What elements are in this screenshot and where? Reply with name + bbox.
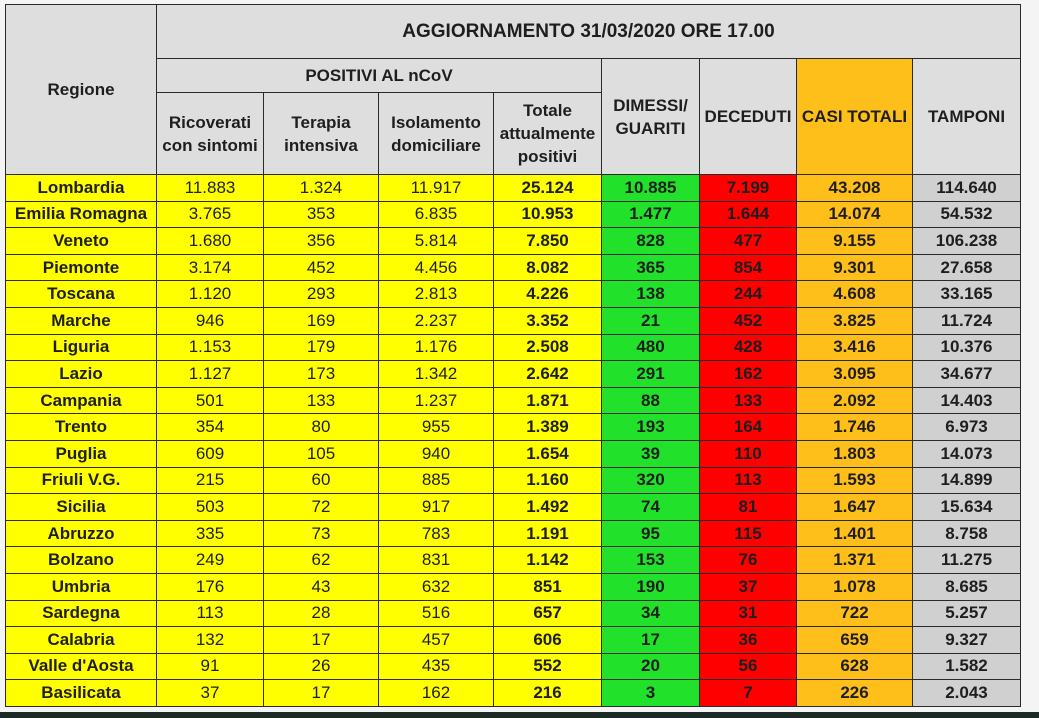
casi-totali-cell: 1.401 xyxy=(797,520,913,547)
deceduti-cell: 133 xyxy=(700,387,797,414)
regione-cell: Lombardia xyxy=(6,175,157,202)
ricoverati-cell: 1.127 xyxy=(157,361,264,388)
casi-totali-cell: 1.647 xyxy=(797,494,913,521)
terapia-cell: 293 xyxy=(264,281,379,308)
terapia-cell: 356 xyxy=(264,228,379,255)
table-row xyxy=(6,254,1021,281)
isolamento-cell: 2.237 xyxy=(379,307,494,334)
dimessi-cell: 320 xyxy=(602,467,700,494)
ricoverati-cell: 11.883 xyxy=(157,175,264,202)
totale-cell: 8.082 xyxy=(494,254,602,281)
deceduti-cell: 164 xyxy=(700,414,797,441)
tamponi-cell: 54.532 xyxy=(913,201,1021,228)
dimessi-cell: 291 xyxy=(602,361,700,388)
ricoverati-cell: 3.174 xyxy=(157,254,264,281)
isolamento-cell: 1.237 xyxy=(379,387,494,414)
table-row xyxy=(6,414,1021,441)
regione-cell: Sardegna xyxy=(6,600,157,627)
tamponi-cell: 1.582 xyxy=(913,653,1021,680)
tamponi-cell: 106.238 xyxy=(913,228,1021,255)
regione-cell: Puglia xyxy=(6,440,157,467)
deceduti-cell: 428 xyxy=(700,334,797,361)
dimessi-header: DIMESSI/ GUARITI xyxy=(602,59,700,175)
terapia-cell: 353 xyxy=(264,201,379,228)
table-row xyxy=(6,547,1021,574)
ricoverati-cell: 354 xyxy=(157,414,264,441)
terapia-header: Terapia intensiva xyxy=(264,93,379,175)
tamponi-cell: 14.073 xyxy=(913,440,1021,467)
dimessi-cell: 153 xyxy=(602,547,700,574)
positivi-header: POSITIVI AL nCoV xyxy=(157,59,602,93)
totale-cell: 2.508 xyxy=(494,334,602,361)
table-row xyxy=(6,201,1021,228)
ricoverati-cell: 503 xyxy=(157,494,264,521)
regione-cell: Bolzano xyxy=(6,547,157,574)
isolamento-cell: 940 xyxy=(379,440,494,467)
tamponi-cell: 14.899 xyxy=(913,467,1021,494)
totale-cell: 1.191 xyxy=(494,520,602,547)
casi-totali-cell: 3.095 xyxy=(797,361,913,388)
tamponi-cell: 8.685 xyxy=(913,573,1021,600)
terapia-cell: 26 xyxy=(264,653,379,680)
ricoverati-cell: 335 xyxy=(157,520,264,547)
ricoverati-cell: 1.120 xyxy=(157,281,264,308)
table-row xyxy=(6,361,1021,388)
regione-cell: Liguria xyxy=(6,334,157,361)
totale-cell: 25.124 xyxy=(494,175,602,202)
terapia-cell: 452 xyxy=(264,254,379,281)
dimessi-cell: 34 xyxy=(602,600,700,627)
table-row xyxy=(6,573,1021,600)
dimessi-cell: 365 xyxy=(602,254,700,281)
totale-cell: 10.953 xyxy=(494,201,602,228)
terapia-cell: 62 xyxy=(264,547,379,574)
dimessi-cell: 1.477 xyxy=(602,201,700,228)
terapia-cell: 173 xyxy=(264,361,379,388)
totale-header: Totale attualmente positivi xyxy=(494,93,602,175)
deceduti-cell: 452 xyxy=(700,307,797,334)
isolamento-cell: 632 xyxy=(379,573,494,600)
dimessi-cell: 828 xyxy=(602,228,700,255)
totale-cell: 1.492 xyxy=(494,494,602,521)
casi-totali-cell: 1.803 xyxy=(797,440,913,467)
totale-cell: 1.654 xyxy=(494,440,602,467)
isolamento-cell: 4.456 xyxy=(379,254,494,281)
casi-totali-cell: 3.825 xyxy=(797,307,913,334)
deceduti-cell: 115 xyxy=(700,520,797,547)
deceduti-cell: 76 xyxy=(700,547,797,574)
tamponi-cell: 114.640 xyxy=(913,175,1021,202)
deceduti-cell: 162 xyxy=(700,361,797,388)
casi-totali-cell: 9.301 xyxy=(797,254,913,281)
casi-totali-cell: 659 xyxy=(797,627,913,654)
totale-cell: 2.642 xyxy=(494,361,602,388)
regione-cell: Trento xyxy=(6,414,157,441)
table-row xyxy=(6,600,1021,627)
dimessi-cell: 138 xyxy=(602,281,700,308)
dimessi-cell: 10.885 xyxy=(602,175,700,202)
totale-cell: 1.160 xyxy=(494,467,602,494)
terapia-cell: 105 xyxy=(264,440,379,467)
isolamento-cell: 831 xyxy=(379,547,494,574)
deceduti-cell: 7 xyxy=(700,680,797,707)
terapia-cell: 43 xyxy=(264,573,379,600)
tamponi-cell: 8.758 xyxy=(913,520,1021,547)
ricoverati-cell: 501 xyxy=(157,387,264,414)
casi-totali-cell: 1.078 xyxy=(797,573,913,600)
casi-totali-header: CASI TOTALI xyxy=(797,59,913,175)
totale-cell: 606 xyxy=(494,627,602,654)
ricoverati-cell: 609 xyxy=(157,440,264,467)
casi-totali-cell: 14.074 xyxy=(797,201,913,228)
deceduti-cell: 36 xyxy=(700,627,797,654)
regione-cell: Abruzzo xyxy=(6,520,157,547)
totale-cell: 657 xyxy=(494,600,602,627)
dimessi-cell: 193 xyxy=(602,414,700,441)
table-row xyxy=(6,680,1021,707)
casi-totali-cell: 226 xyxy=(797,680,913,707)
dimessi-cell: 74 xyxy=(602,494,700,521)
isolamento-cell: 955 xyxy=(379,414,494,441)
terapia-cell: 72 xyxy=(264,494,379,521)
tamponi-cell: 6.973 xyxy=(913,414,1021,441)
terapia-cell: 80 xyxy=(264,414,379,441)
tamponi-header: TAMPONI xyxy=(913,59,1021,175)
deceduti-cell: 81 xyxy=(700,494,797,521)
casi-totali-cell: 1.746 xyxy=(797,414,913,441)
totale-cell: 1.142 xyxy=(494,547,602,574)
regione-header: Regione xyxy=(6,5,157,175)
table-row xyxy=(6,387,1021,414)
terapia-cell: 169 xyxy=(264,307,379,334)
table-row xyxy=(6,627,1021,654)
casi-totali-cell: 628 xyxy=(797,653,913,680)
isolamento-cell: 435 xyxy=(379,653,494,680)
deceduti-cell: 37 xyxy=(700,573,797,600)
regione-cell: Umbria xyxy=(6,573,157,600)
terapia-cell: 1.324 xyxy=(264,175,379,202)
totale-cell: 552 xyxy=(494,653,602,680)
terapia-cell: 133 xyxy=(264,387,379,414)
isolamento-header: Isolamento domiciliare xyxy=(379,93,494,175)
isolamento-cell: 516 xyxy=(379,600,494,627)
casi-totali-cell: 9.155 xyxy=(797,228,913,255)
isolamento-cell: 457 xyxy=(379,627,494,654)
ricoverati-cell: 37 xyxy=(157,680,264,707)
deceduti-cell: 31 xyxy=(700,600,797,627)
dimessi-cell: 88 xyxy=(602,387,700,414)
regione-cell: Friuli V.G. xyxy=(6,467,157,494)
totale-cell: 1.389 xyxy=(494,414,602,441)
isolamento-cell: 5.814 xyxy=(379,228,494,255)
table-row xyxy=(6,334,1021,361)
deceduti-cell: 56 xyxy=(700,653,797,680)
isolamento-cell: 1.176 xyxy=(379,334,494,361)
regione-cell: Marche xyxy=(6,307,157,334)
regione-cell: Calabria xyxy=(6,627,157,654)
deceduti-cell: 477 xyxy=(700,228,797,255)
totale-cell: 1.871 xyxy=(494,387,602,414)
casi-totali-cell: 2.092 xyxy=(797,387,913,414)
casi-totali-cell: 3.416 xyxy=(797,334,913,361)
tamponi-cell: 14.403 xyxy=(913,387,1021,414)
dimessi-cell: 480 xyxy=(602,334,700,361)
deceduti-cell: 7.199 xyxy=(700,175,797,202)
regione-cell: Emilia Romagna xyxy=(6,201,157,228)
totale-cell: 851 xyxy=(494,573,602,600)
isolamento-cell: 11.917 xyxy=(379,175,494,202)
regione-cell: Veneto xyxy=(6,228,157,255)
ricoverati-cell: 946 xyxy=(157,307,264,334)
dimessi-cell: 190 xyxy=(602,573,700,600)
table-row xyxy=(6,440,1021,467)
tamponi-cell: 34.677 xyxy=(913,361,1021,388)
update-header: AGGIORNAMENTO 31/03/2020 ORE 17.00 xyxy=(157,5,1021,59)
isolamento-cell: 162 xyxy=(379,680,494,707)
isolamento-cell: 6.835 xyxy=(379,201,494,228)
terapia-cell: 28 xyxy=(264,600,379,627)
tamponi-cell: 2.043 xyxy=(913,680,1021,707)
dimessi-cell: 3 xyxy=(602,680,700,707)
regione-cell: Campania xyxy=(6,387,157,414)
casi-totali-cell: 4.608 xyxy=(797,281,913,308)
terapia-cell: 73 xyxy=(264,520,379,547)
table-row xyxy=(6,175,1021,202)
table-row xyxy=(6,494,1021,521)
regione-cell: Valle d'Aosta xyxy=(6,653,157,680)
tamponi-cell: 11.724 xyxy=(913,307,1021,334)
casi-totali-cell: 43.208 xyxy=(797,175,913,202)
isolamento-cell: 917 xyxy=(379,494,494,521)
dimessi-cell: 20 xyxy=(602,653,700,680)
bottom-edge xyxy=(0,712,1039,718)
tamponi-cell: 9.327 xyxy=(913,627,1021,654)
deceduti-cell: 244 xyxy=(700,281,797,308)
table-row xyxy=(6,307,1021,334)
regione-cell: Lazio xyxy=(6,361,157,388)
tamponi-cell: 11.275 xyxy=(913,547,1021,574)
totale-cell: 3.352 xyxy=(494,307,602,334)
regione-cell: Piemonte xyxy=(6,254,157,281)
covid-regional-table xyxy=(5,4,1021,707)
terapia-cell: 17 xyxy=(264,680,379,707)
ricoverati-cell: 215 xyxy=(157,467,264,494)
ricoverati-cell: 249 xyxy=(157,547,264,574)
deceduti-cell: 1.644 xyxy=(700,201,797,228)
regione-cell: Toscana xyxy=(6,281,157,308)
totale-cell: 7.850 xyxy=(494,228,602,255)
totale-cell: 4.226 xyxy=(494,281,602,308)
table-row xyxy=(6,653,1021,680)
deceduti-header: DECEDUTI xyxy=(700,59,797,175)
deceduti-cell: 110 xyxy=(700,440,797,467)
casi-totali-cell: 722 xyxy=(797,600,913,627)
table-row xyxy=(6,520,1021,547)
isolamento-cell: 2.813 xyxy=(379,281,494,308)
regione-cell: Basilicata xyxy=(6,680,157,707)
table-header xyxy=(6,5,1021,175)
tamponi-cell: 10.376 xyxy=(913,334,1021,361)
ricoverati-cell: 1.680 xyxy=(157,228,264,255)
terapia-cell: 60 xyxy=(264,467,379,494)
tamponi-cell: 33.165 xyxy=(913,281,1021,308)
isolamento-cell: 885 xyxy=(379,467,494,494)
dimessi-cell: 17 xyxy=(602,627,700,654)
totale-cell: 216 xyxy=(494,680,602,707)
ricoverati-header: Ricoverati con sintomi xyxy=(157,93,264,175)
table-row xyxy=(6,228,1021,255)
table-body xyxy=(6,175,1021,707)
dimessi-cell: 39 xyxy=(602,440,700,467)
deceduti-cell: 854 xyxy=(700,254,797,281)
ricoverati-cell: 176 xyxy=(157,573,264,600)
ricoverati-cell: 3.765 xyxy=(157,201,264,228)
casi-totali-cell: 1.593 xyxy=(797,467,913,494)
ricoverati-cell: 1.153 xyxy=(157,334,264,361)
ricoverati-cell: 113 xyxy=(157,600,264,627)
table-row xyxy=(6,467,1021,494)
dimessi-cell: 21 xyxy=(602,307,700,334)
table-row xyxy=(6,281,1021,308)
terapia-cell: 179 xyxy=(264,334,379,361)
tamponi-cell: 5.257 xyxy=(913,600,1021,627)
tamponi-cell: 27.658 xyxy=(913,254,1021,281)
dimessi-cell: 95 xyxy=(602,520,700,547)
regione-cell: Sicilia xyxy=(6,494,157,521)
terapia-cell: 17 xyxy=(264,627,379,654)
isolamento-cell: 783 xyxy=(379,520,494,547)
isolamento-cell: 1.342 xyxy=(379,361,494,388)
ricoverati-cell: 132 xyxy=(157,627,264,654)
tamponi-cell: 15.634 xyxy=(913,494,1021,521)
deceduti-cell: 113 xyxy=(700,467,797,494)
casi-totali-cell: 1.371 xyxy=(797,547,913,574)
ricoverati-cell: 91 xyxy=(157,653,264,680)
